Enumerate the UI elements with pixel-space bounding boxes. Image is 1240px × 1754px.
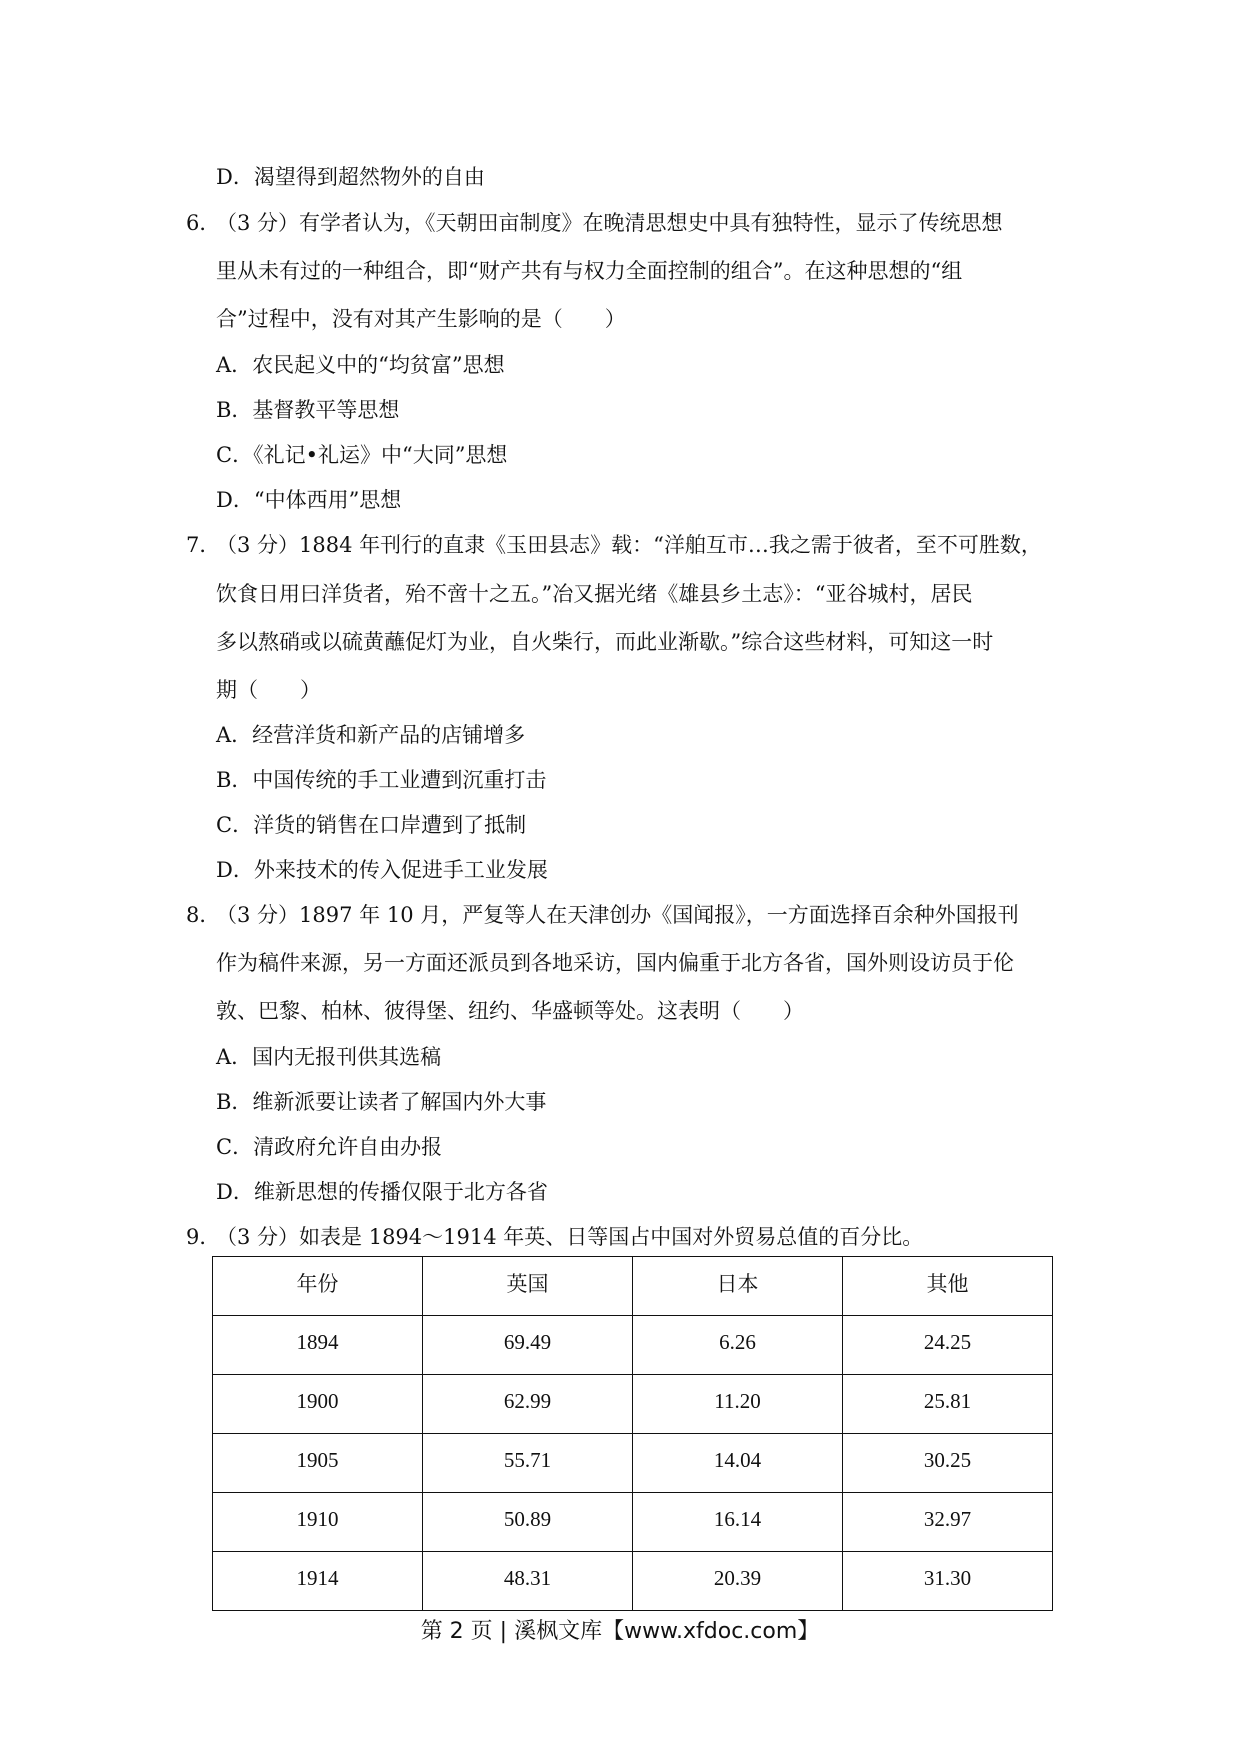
table-row	[213, 1316, 1053, 1375]
q6-stem-line-1: （3 分）有学者认为，《天朝田亩制度》在晚清思想史中具有独特性，显示了传统思想	[216, 211, 1003, 235]
q6-stem-line-3: 合”过程中，没有对其产生影响的是（ ）	[216, 307, 626, 331]
table-header-row	[213, 1257, 1053, 1316]
page-footer: 第 2 页 | 溪枫文库【www.xfdoc.com】	[420, 1619, 820, 1644]
q8-option-d: D．维新思想的传播仅限于北方各省	[216, 1180, 548, 1204]
q8-number: 8．	[186, 903, 221, 927]
q9-number: 9．	[186, 1225, 221, 1249]
table-cell: 6.26	[633, 1316, 843, 1375]
header-other: 其他	[843, 1257, 1053, 1316]
table-cell: 1910	[213, 1493, 423, 1552]
table-cell: 1914	[213, 1552, 423, 1611]
table-cell: 48.31	[423, 1552, 633, 1611]
header-year: 年份	[213, 1257, 423, 1316]
q6-option-d: D．“中体西用”思想	[216, 488, 402, 512]
table-cell: 31.30	[843, 1552, 1053, 1611]
table-row	[213, 1375, 1053, 1434]
q7-number: 7．	[186, 533, 221, 557]
table-cell: 16.14	[633, 1493, 843, 1552]
table-cell: 25.81	[843, 1375, 1053, 1434]
table-cell: 69.49	[423, 1316, 633, 1375]
table-cell: 1900	[213, 1375, 423, 1434]
q6-number: 6．	[186, 211, 221, 235]
q8-stem-line-2: 作为稿件来源，另一方面还派员到各地采访，国内偏重于北方各省，国外则设访员于伦	[216, 951, 1014, 975]
table-cell: 11.20	[633, 1375, 843, 1434]
header-japan: 日本	[633, 1257, 843, 1316]
q8-option-b: B．维新派要让读者了解国内外大事	[216, 1090, 547, 1114]
q7-stem-line-3: 多以熬硝或以硫黄蘸促灯为业，自火柴行，而此业渐歇。”综合这些材料，可知这一时	[216, 630, 994, 654]
q9-stem: （3 分）如表是 1894～1914 年英、日等国占中国对外贸易总值的百分比。	[216, 1225, 924, 1249]
table-cell: 55.71	[423, 1434, 633, 1493]
q6-option-a: A．农民起义中的“均贫富”思想	[216, 353, 505, 377]
table-cell: 32.97	[843, 1493, 1053, 1552]
q8-option-a: A．国内无报刊供其选稿	[216, 1045, 442, 1069]
table-cell: 50.89	[423, 1493, 633, 1552]
trade-share-table	[212, 1256, 1053, 1611]
q5-option-d: D．渴望得到超然物外的自由	[216, 165, 485, 189]
q8-option-c: C．清政府允许自由办报	[216, 1135, 443, 1159]
q6-option-b: B．基督教平等思想	[216, 398, 400, 422]
q8-stem-line-1: （3 分）1897 年 10 月，严复等人在天津创办《国闻报》，一方面选择百余种外国报刊	[216, 903, 1019, 927]
q7-stem-line-4: 期（ ）	[216, 678, 321, 702]
q7-stem-line-2: 饮食日用曰洋货者，殆不啻十之五。”冶又据光绪《雄县乡土志》：“亚谷城村，居民	[216, 582, 973, 606]
header-britain: 英国	[423, 1257, 633, 1316]
q6-option-c: C．《礼记•礼运》中“大同”思想	[216, 443, 508, 467]
q6-stem-line-2: 里从未有过的一种组合，即“财产共有与权力全面控制的组合”。在这种思想的“组	[216, 259, 963, 283]
table-cell: 1894	[213, 1316, 423, 1375]
table-cell: 1905	[213, 1434, 423, 1493]
q7-option-d: D．外来技术的传入促进手工业发展	[216, 858, 548, 882]
table-cell: 14.04	[633, 1434, 843, 1493]
table-cell: 24.25	[843, 1316, 1053, 1375]
table-cell: 30.25	[843, 1434, 1053, 1493]
q7-option-b: B．中国传统的手工业遭到沉重打击	[216, 768, 547, 792]
q7-option-c: C．洋货的销售在口岸遭到了抵制	[216, 813, 527, 837]
q8-stem-line-3: 敦、巴黎、柏林、彼得堡、纽约、华盛顿等处。这表明（ ）	[216, 999, 804, 1023]
q7-option-a: A．经营洋货和新产品的店铺增多	[216, 723, 526, 747]
table-row	[213, 1434, 1053, 1493]
table-cell: 20.39	[633, 1552, 843, 1611]
table-cell: 62.99	[423, 1375, 633, 1434]
q7-stem-line-1: （3 分）1884 年刊行的直隶《玉田县志》载：“洋舶互市…我之需于彼者，至不可胜数，	[216, 533, 1042, 557]
table-row	[213, 1552, 1053, 1611]
table-row	[213, 1493, 1053, 1552]
